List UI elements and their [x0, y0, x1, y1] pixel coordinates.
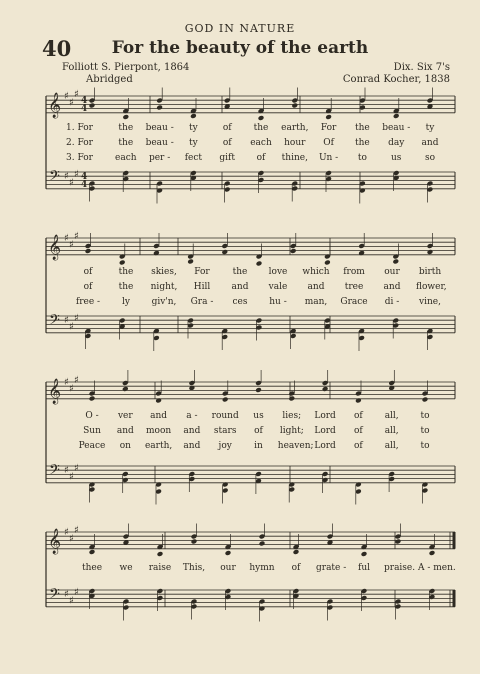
- sharp-sign: ♯: [64, 377, 69, 388]
- treble-clef-icon: 𝄞: [48, 379, 62, 404]
- lyric-syllable: ces: [232, 297, 248, 307]
- lyric-syllable: of: [256, 153, 266, 163]
- lyric-syllable: the: [118, 282, 134, 292]
- note-head: [225, 550, 232, 556]
- lyric-syllable: day: [388, 138, 405, 148]
- lyric-syllable: thee: [81, 563, 103, 573]
- lyric-syllable: man,: [304, 297, 328, 307]
- lyric-syllable: the: [355, 123, 370, 133]
- lyric-syllable: Of: [323, 138, 334, 148]
- lyric-syllable: stars: [213, 426, 237, 436]
- sharp-sign: ♯: [64, 465, 69, 477]
- lyric-syllable: our: [384, 267, 400, 277]
- tune-name: Dix. Six 7's: [393, 62, 450, 73]
- lyric-syllable: of: [254, 426, 263, 436]
- sharp-sign: ♯: [69, 383, 74, 395]
- lyric-syllable: moon: [146, 426, 172, 436]
- treble-clef-icon: 𝄞: [48, 235, 62, 260]
- lyric-syllable: vine,: [419, 297, 441, 307]
- lyric-syllable: beau -: [145, 123, 174, 133]
- lyric-syllable: of: [354, 426, 363, 436]
- lyric-syllable: of: [354, 411, 363, 421]
- lyric-syllable: Lord: [314, 426, 336, 436]
- lyric-syllable: so: [424, 153, 436, 163]
- sharp-sign: ♯: [74, 374, 79, 386]
- lyric-syllable: us: [253, 411, 264, 421]
- bass-clef-icon: 𝄢: [49, 462, 60, 482]
- lyric-syllable: and: [231, 282, 249, 292]
- lyric-syllable: to: [420, 411, 430, 421]
- note-head: [422, 397, 429, 403]
- author-credit: Folliott S. Pierpont, 1864: [62, 62, 190, 73]
- bass-clef-icon: 𝄢: [49, 168, 60, 188]
- bass-clef-icon: 𝄢: [49, 312, 60, 332]
- lyric-syllable: to: [420, 426, 430, 436]
- note-head: [290, 248, 297, 254]
- treble-clef-icon: 𝄞: [48, 529, 62, 554]
- lyric-syllable: all,: [384, 426, 399, 436]
- lyric-syllable: Peace: [78, 441, 106, 451]
- sharp-sign: ♯: [74, 230, 79, 242]
- lyric-syllable: the: [118, 123, 134, 133]
- lyric-syllable: beau -: [382, 123, 411, 133]
- lyric-syllable: on: [119, 441, 131, 451]
- lyric-syllable: For: [320, 123, 337, 133]
- lyric-syllable: fect: [184, 153, 203, 163]
- lyric-syllable: ty: [189, 123, 198, 133]
- lyric-syllable: di -: [384, 297, 400, 307]
- note-head: [288, 396, 295, 402]
- lyric-syllable: to: [357, 153, 367, 163]
- lyric-syllable: ty: [189, 138, 198, 148]
- note-head: [361, 551, 368, 557]
- sharp-sign: ♯: [74, 169, 79, 181]
- lyric-syllable: Gra -: [190, 297, 214, 307]
- lyric-syllable: Sun: [83, 426, 101, 436]
- lyric-syllable: a -: [186, 411, 198, 421]
- lyric-syllable: tree: [344, 282, 364, 292]
- lyric-syllable: the: [232, 267, 248, 277]
- sharp-sign: ♯: [74, 587, 79, 599]
- lyric-syllable: skies,: [151, 267, 177, 277]
- lyric-syllable: to: [420, 441, 430, 451]
- lyric-syllable: beau -: [145, 138, 174, 148]
- lyric-syllable: of: [291, 563, 301, 573]
- lyric-syllable: each: [250, 138, 272, 148]
- note-head: [322, 386, 329, 392]
- note-head: [222, 397, 229, 403]
- treble-clef-icon: 𝄞: [48, 93, 62, 118]
- lyric-syllable: gift: [219, 153, 235, 163]
- lyric-syllable: free -: [75, 297, 101, 307]
- sharp-sign: ♯: [74, 313, 79, 325]
- lyric-syllable: in: [254, 441, 263, 451]
- note-head: [85, 248, 92, 254]
- lyric-syllable: ver: [117, 411, 133, 421]
- lyric-syllable: praise.: [384, 563, 416, 573]
- lyric-syllable: all,: [384, 441, 399, 451]
- lyric-syllable: hymn: [249, 563, 275, 573]
- note-head: [190, 113, 197, 119]
- note-head: [291, 103, 298, 109]
- note-head: [258, 115, 265, 121]
- note-head: [156, 105, 163, 111]
- lyric-syllable: light;: [279, 426, 304, 436]
- lyric-syllable: we: [119, 563, 133, 573]
- lyric-syllable: and: [150, 411, 168, 421]
- note-head: [395, 539, 402, 545]
- sharp-sign: ♯: [64, 171, 69, 183]
- note-head: [122, 114, 129, 120]
- lyric-syllable: of: [222, 138, 232, 148]
- sharp-sign: ♯: [74, 463, 79, 475]
- lyric-syllable: round: [211, 411, 239, 421]
- lyric-syllable: A - men.: [418, 563, 456, 573]
- lyric-syllable: and: [183, 441, 201, 451]
- lyric-syllable: thine,: [281, 153, 308, 163]
- lyric-syllable: Lord: [314, 411, 336, 421]
- lyric-syllable: and: [116, 426, 134, 436]
- lyric-syllable: 3. For: [66, 153, 93, 163]
- lyric-syllable: Grace: [340, 297, 368, 307]
- lyric-syllable: and: [183, 426, 201, 436]
- hymn-number: 40: [42, 36, 72, 61]
- note-head: [259, 541, 266, 547]
- sharp-sign: ♯: [69, 177, 74, 189]
- lyric-syllable: For: [194, 267, 210, 277]
- sharp-sign: ♯: [64, 233, 69, 244]
- sharp-sign: ♯: [69, 321, 74, 333]
- lyric-syllable: giv'n,: [151, 297, 177, 307]
- lyric-syllable: earth,: [281, 123, 309, 133]
- lyric-syllable: raise: [148, 563, 172, 573]
- lyric-syllable: of: [83, 267, 93, 277]
- sharp-sign: ♯: [64, 589, 69, 601]
- note-head: [429, 550, 436, 556]
- lyric-syllable: love: [268, 267, 288, 277]
- hymn-title: For the beauty of the earth: [111, 38, 369, 58]
- sharp-sign: ♯: [64, 91, 69, 102]
- note-head: [89, 103, 96, 109]
- lyric-syllable: of: [83, 282, 93, 292]
- lyric-syllable: which: [302, 267, 330, 277]
- note-head: [256, 261, 263, 267]
- lyric-syllable: O -: [85, 411, 99, 421]
- sharp-sign: ♯: [69, 471, 74, 483]
- sharp-sign: ♯: [64, 527, 69, 538]
- note-head: [187, 259, 194, 265]
- lyric-syllable: the: [253, 123, 269, 133]
- lyric-syllable: us: [390, 153, 402, 163]
- lyric-syllable: of: [354, 441, 363, 451]
- lyric-syllable: per -: [148, 153, 171, 163]
- lyric-syllable: each: [115, 153, 137, 163]
- note-head: [392, 259, 399, 265]
- lyric-syllable: hu -: [269, 297, 287, 307]
- lyric-syllable: our: [220, 563, 236, 573]
- lyric-syllable: Un -: [318, 153, 339, 163]
- lyric-syllable: grate -: [316, 563, 347, 573]
- lyric-syllable: and: [307, 282, 325, 292]
- note-head: [393, 113, 400, 119]
- section-heading: GOD IN NATURE: [184, 22, 296, 35]
- lyric-syllable: the: [118, 138, 134, 148]
- final-barline: [453, 590, 456, 607]
- note-head: [157, 551, 164, 557]
- lyric-syllable: and: [421, 138, 439, 148]
- lyric-syllable: heaven;: [277, 441, 314, 451]
- note-head: [325, 114, 332, 120]
- sharp-sign: ♯: [74, 88, 79, 100]
- sharp-sign: ♯: [69, 239, 74, 251]
- lyric-syllable: 2. For: [66, 138, 93, 148]
- lyric-syllable: Lord: [314, 441, 336, 451]
- lyric-syllable: flower,: [416, 282, 447, 292]
- lyric-syllable: hour: [284, 138, 306, 148]
- note-head: [89, 549, 96, 555]
- lyric-syllable: the: [118, 267, 134, 277]
- note-head: [255, 387, 262, 393]
- lyric-syllable: 1. For: [66, 123, 93, 133]
- note-head: [119, 260, 126, 266]
- note-head: [221, 249, 228, 255]
- lyric-syllable: earth,: [144, 441, 173, 451]
- lyric-syllable: birth: [418, 267, 442, 277]
- lyric-syllable: joy: [218, 441, 232, 451]
- sharp-sign: ♯: [64, 315, 69, 327]
- sharp-sign: ♯: [69, 595, 74, 607]
- composer-credit: Conrad Kocher, 1838: [342, 74, 450, 85]
- lyric-syllable: ty: [425, 123, 435, 133]
- sharp-sign: ♯: [69, 533, 74, 545]
- lyric-syllable: the: [355, 138, 370, 148]
- lyric-syllable: Hill: [193, 282, 211, 292]
- sharp-sign: ♯: [74, 524, 79, 536]
- lyric-syllable: ful: [357, 563, 370, 573]
- lyric-syllable: night,: [150, 282, 178, 292]
- abridged-note: Abridged: [86, 74, 133, 85]
- time-signature: 4: [81, 96, 88, 106]
- lyric-syllable: from: [343, 267, 365, 277]
- note-head: [191, 539, 198, 545]
- lyric-syllable: all,: [384, 411, 399, 421]
- lyric-syllable: and: [383, 282, 401, 292]
- time-signature: 4: [81, 104, 88, 114]
- time-signature: 4: [81, 180, 88, 190]
- note-head: [122, 386, 129, 392]
- time-signature: 4: [81, 172, 88, 182]
- note-head: [293, 549, 300, 555]
- sharp-sign: ♯: [69, 97, 74, 109]
- lyric-syllable: ly: [122, 297, 130, 307]
- lyric-syllable: vale: [268, 282, 288, 292]
- note-head: [427, 249, 434, 255]
- final-barline: [453, 532, 456, 549]
- lyric-syllable: This,: [182, 563, 206, 573]
- lyric-syllable: of: [222, 123, 232, 133]
- lyric-syllable: lies;: [282, 411, 302, 421]
- bass-clef-icon: 𝄢: [49, 586, 60, 606]
- note-head: [89, 396, 96, 402]
- note-head: [324, 260, 331, 266]
